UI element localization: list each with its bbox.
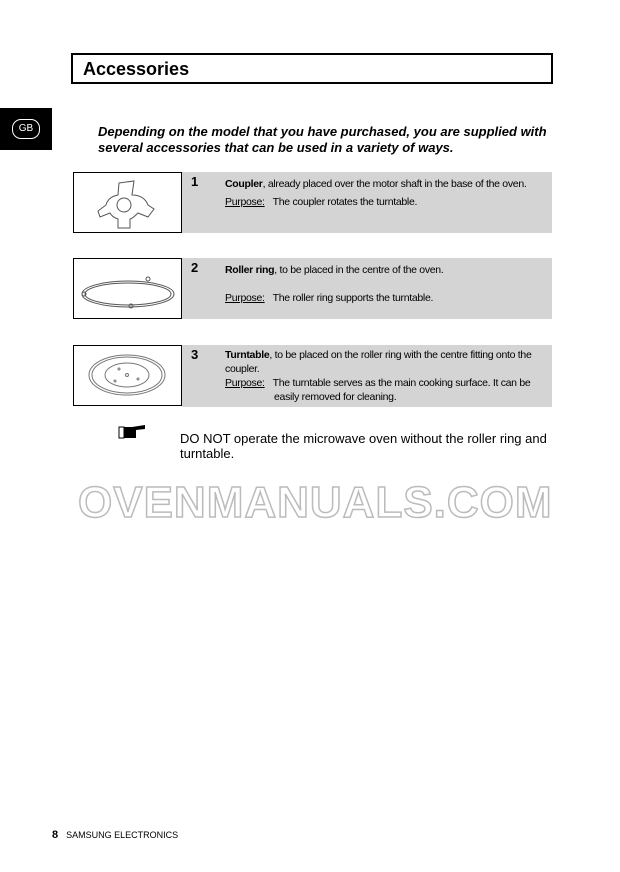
footer bbox=[52, 829, 178, 841]
accessory-roller-ring bbox=[73, 258, 552, 319]
accessory-turntable bbox=[73, 345, 552, 407]
purpose-label: Purpose: bbox=[225, 292, 265, 304]
purpose-label: Purpose: bbox=[225, 377, 265, 389]
item-description: , already placed over the motor shaft in the base of the oven. bbox=[262, 178, 527, 190]
purpose-label: Purpose: bbox=[225, 196, 265, 208]
item-name: Roller ring bbox=[225, 264, 275, 276]
pointing-hand-icon bbox=[118, 424, 146, 440]
item-name: Coupler bbox=[225, 178, 263, 190]
purpose-text: The turntable serves as the main cooking surface. It can be easily removed for cleaning. bbox=[272, 377, 531, 403]
warning-note: DO NOT operate the microwave oven without the roller ring and turntable. bbox=[180, 431, 547, 461]
item-description: , to be placed on the roller ring with the centre fitting onto the coupler. bbox=[225, 349, 532, 375]
item-number: 2 bbox=[191, 260, 199, 275]
turntable-image bbox=[73, 345, 182, 406]
coupler-image bbox=[73, 172, 182, 233]
language-label: GB bbox=[12, 119, 40, 139]
item-name: Turntable bbox=[225, 349, 270, 361]
section-title-box bbox=[71, 53, 553, 84]
purpose-text: The roller ring supports the turntable. bbox=[272, 292, 434, 304]
page-number: 8 bbox=[52, 829, 59, 841]
roller-ring-image bbox=[73, 258, 182, 319]
language-tab bbox=[0, 108, 52, 150]
item-number: 1 bbox=[191, 174, 199, 189]
intro-text: Depending on the model that you have purchased, you are supplied with several accessories that can be used in a variety of ways. bbox=[98, 124, 547, 155]
accessory-coupler bbox=[73, 172, 552, 233]
footer-brand: SAMSUNG ELECTRONICS bbox=[66, 830, 179, 840]
item-number: 3 bbox=[191, 347, 199, 362]
page-title: Accessories bbox=[83, 59, 190, 79]
watermark: OVENMANUALS.COM bbox=[78, 478, 553, 527]
item-description: , to be placed in the centre of the oven. bbox=[274, 264, 444, 276]
purpose-text: The coupler rotates the turntable. bbox=[272, 196, 418, 208]
